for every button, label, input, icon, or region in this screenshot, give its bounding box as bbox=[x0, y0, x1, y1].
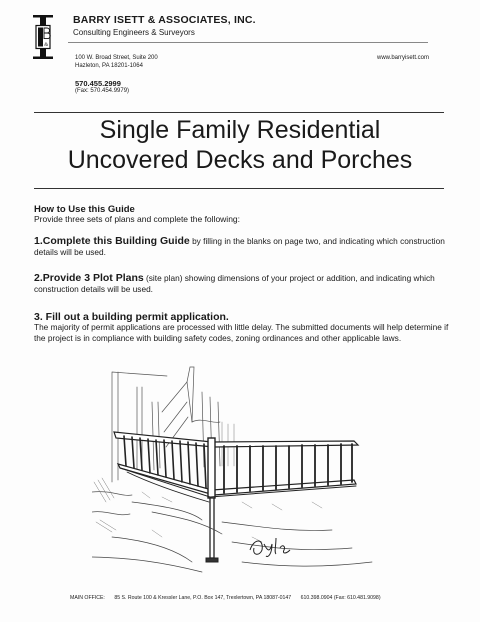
step-2-body: (site plan) showing dimensions of your project or addition, and indicating which construction details will be used. bbox=[34, 273, 435, 294]
letterhead-divider bbox=[68, 42, 428, 43]
deck-sketch-icon bbox=[92, 362, 384, 584]
footer bbox=[70, 595, 389, 601]
footer-office-label: MAIN OFFICE: bbox=[70, 595, 105, 601]
document-title-line1: Single Family Residential bbox=[99, 116, 381, 144]
fax-number: (Fax: 570.454.9979) bbox=[75, 88, 130, 94]
firm-name: BARRY ISETT & ASSOCIATES, INC. bbox=[73, 14, 256, 26]
bia-logo-icon bbox=[33, 15, 53, 59]
step-3-heading: 3. Fill out a building permit application. bbox=[34, 311, 229, 323]
artist-signature-icon bbox=[246, 530, 306, 560]
svg-text:&: & bbox=[44, 43, 49, 48]
address-line-1: 100 W. Broad Street, Suite 200 bbox=[75, 55, 158, 61]
title-rule-bottom bbox=[34, 188, 444, 189]
step-2 bbox=[34, 273, 452, 295]
title-rule-top bbox=[34, 112, 444, 113]
step-1-body: by filling in the blanks on page two, and indicating which construction details will be used. bbox=[34, 236, 445, 257]
footer-office-address: 85 S. Route 100 & Kressler Lane, P.O. Box 147, Trexlertown, PA 18087-0147 bbox=[114, 595, 292, 601]
footer-office-phone: 610.398.0904 (Fax: 610.481.9098) bbox=[300, 595, 381, 601]
guide-intro: Provide three sets of plans and complete the following: bbox=[34, 214, 241, 224]
phone-number: 570.455.2999 bbox=[75, 79, 121, 88]
step-2-heading: 2.Provide 3 Plot Plans bbox=[34, 272, 144, 284]
step-3-body: The majority of permit applications are processed with little delay. The submitted documents will help determine if the project is in compliance with building safety codes, zoning ordinances and other applicable laws. bbox=[34, 322, 449, 343]
firm-tagline: Consulting Engineers & Surveyors bbox=[73, 28, 195, 37]
step-1 bbox=[34, 236, 452, 258]
step-1-heading: 1.Complete this Building Guide bbox=[34, 235, 190, 247]
document-title-line2: Uncovered Decks and Porches bbox=[67, 146, 413, 174]
guide-heading: How to Use this Guide bbox=[34, 204, 135, 215]
address-line-2: Hazleton, PA 18201-1064 bbox=[75, 63, 143, 69]
website: www.barryisett.com bbox=[376, 55, 429, 61]
